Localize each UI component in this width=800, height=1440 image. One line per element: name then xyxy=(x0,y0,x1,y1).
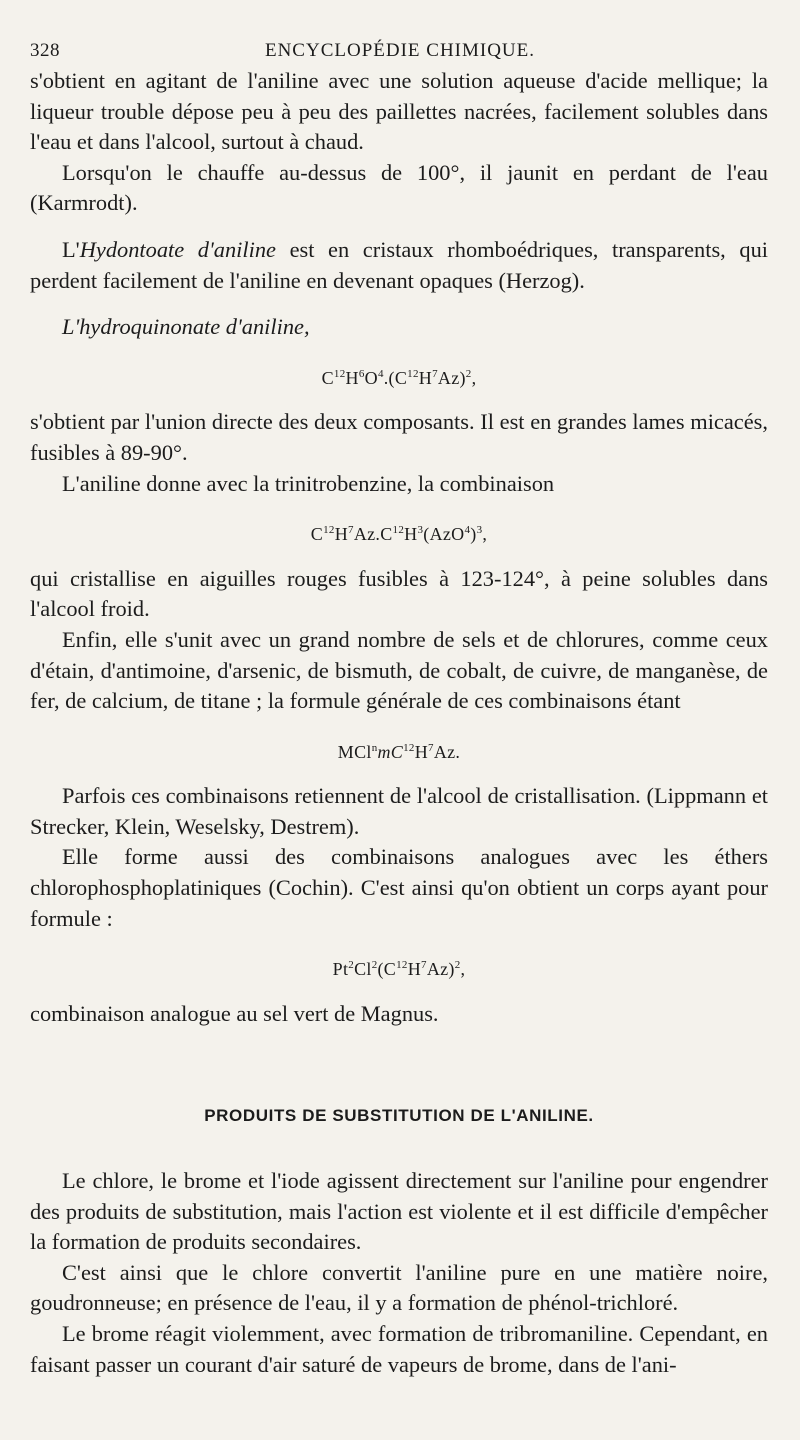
paragraph-chlore: C'est ainsi que le chlore convertit l'aniline pure en une matière noire, goudronneuse; en présence de l'eau, il y a formation de phénol-trichloré. xyxy=(30,1259,768,1316)
paragraph-hydroquinonate xyxy=(30,312,768,343)
page-header xyxy=(30,36,770,66)
formula-trinitrobenzine: $C^{12}H^7Az.C^{12}H^3(AzO^4)^3$, xyxy=(310,524,488,545)
paragraph-halogens: Le chlore, le brome et l'iode agissent directement sur l'aniline pour engendrer des produits de substitution, mais l'action est violente et il est difficile d'empêcher la formation de produits secondaires. xyxy=(30,1168,768,1255)
paragraph-hydontoate: L'Hydontoate d'aniline est en cristaux rhomboédriques, transparents, qui perdent facilement de l'aniline en devenant opaques (Herzog). xyxy=(30,236,768,293)
paragraph-magnus: combinaison analogue au sel vert de Magnus. xyxy=(30,1000,439,1026)
page-body xyxy=(30,66,768,1380)
formula-general: $MCl^nmC^{12}H^7Az$. xyxy=(337,741,461,762)
running-title: ENCYCLOPÉDIE CHIMIQUE. xyxy=(264,40,536,61)
paragraph-trinitrobenzine: L'aniline donne avec la trinitrobenzine, la combinaison xyxy=(62,470,555,496)
paragraph-union: s'obtient par l'union directe des deux composants. Il est en grandes lames micacés, fusibles à 89-90°. xyxy=(30,409,768,465)
paragraph-red-needles: qui cristallise en aiguilles rouges fusibles à 123-124°, à peine solubles dans l'alcool froid. xyxy=(30,565,768,622)
term-hydroquinonate: L'hydroquinonate d'aniline, xyxy=(62,314,310,340)
paragraph-heating: Lorsqu'on le chauffe au-dessus de 100°, il jaunit en perdant de l'eau (Karmrodt). xyxy=(30,159,768,216)
page-number: 328 xyxy=(30,40,60,61)
paragraph-chlorides: Enfin, elle s'unit avec un grand nombre de sels et de chlorures, comme ceux d'étain, d'antimoine, d'arsenic, de bismuth, de cobalt, de cuivre, de manganèse, de fer, de calcium, de titane ; la formule générale de ces combinaisons étant xyxy=(30,626,768,714)
paragraph-chlorophospho: Elle forme aussi des combinaisons analogues avec les éthers chlorophosphoplatiniques (Cochin). C'est ainsi qu'on obtient un corps ayant pour formule : xyxy=(30,844,768,931)
paragraph-brome: Le brome réagit violemment, avec formation de tribromaniline. Cependant, en faisant passer un courant d'air saturé de vapeurs de brome, dans de l'ani- xyxy=(30,1321,768,1377)
paragraph-crystallisation: Parfois ces combinaisons retiennent de l'alcool de cristallisation. (Lippmann et Strecker, Klein, Weselsky, Destrem). xyxy=(30,783,768,839)
paragraph-mellate: s'obtient en agitant de l'aniline avec une solution aqueuse d'acide mellique; la liqueur trouble dépose peu à peu des paillettes nacrées, facilement solubles dans l'eau et dans l'alcool, surtout à chaud. xyxy=(30,68,768,155)
formula-hydroquinonate: $C^{12}H^6O^4.(C^{12}H^7Az)^2$, xyxy=(321,367,477,388)
term-hydontoate: Hydontoate d'aniline xyxy=(79,236,276,262)
section-heading: PRODUITS DE SUBSTITUTION DE L'ANILINE. xyxy=(204,1106,594,1126)
formula-platinum: $Pt^2Cl^2(C^{12}H^7Az)^2$, xyxy=(332,959,466,980)
